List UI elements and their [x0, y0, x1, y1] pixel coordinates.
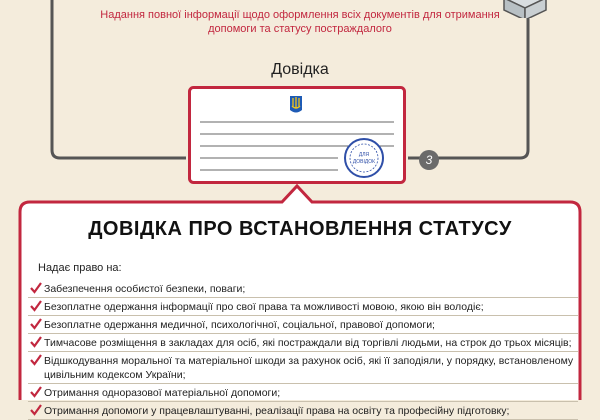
checkmark-icon — [30, 336, 42, 348]
intro-line-2: допомоги та статусу постраждалого — [208, 23, 392, 35]
checkmark-icon — [30, 282, 42, 294]
checkmark-icon — [30, 300, 42, 312]
list-item — [28, 384, 578, 402]
right-text: Безоплатне одержання інформації про свої права та можливості мовою, якою він володіє; — [44, 301, 484, 313]
rights-list — [28, 280, 578, 420]
list-item — [28, 316, 578, 334]
right-text: Відшкодування моральної та матеріальної шкоди за рахунок осіб, які її заподіяли, у порядку, встановленому — [44, 355, 574, 367]
right-text: Отримання допомоги у працевлаштуванні, реалізації права на освіту та професійну підготовку; — [44, 405, 510, 417]
right-text: Отримання одноразової матеріальної допомоги; — [44, 387, 281, 399]
list-item — [28, 352, 578, 384]
step-number-badge: 3 — [419, 150, 439, 170]
checkmark-icon — [30, 354, 42, 366]
stamp-text-2: ДОВІДОК — [352, 159, 376, 165]
checkmark-icon — [30, 318, 42, 330]
panel-title: ДОВІДКА ПРО ВСТАНОВЛЕННЯ СТАТУСУ — [88, 218, 512, 240]
right-text: Тимчасове розміщення в закладах для осіб, які постраждали від торгівлі людьми, на строк до трьох місяців; — [44, 337, 572, 349]
document-label: Довідка — [271, 61, 329, 78]
stamp-text-1: ДЛЯ — [358, 152, 370, 158]
list-item — [28, 402, 578, 420]
list-item — [28, 334, 578, 352]
list-item — [28, 280, 578, 298]
checkmark-icon — [30, 386, 42, 398]
checkmark-icon — [30, 404, 42, 416]
right-text-continued: цивільним кодексом України; — [44, 369, 186, 381]
rights-lead-text: Надає право на: — [38, 262, 122, 274]
intro-line-1: Надання повної інформації щодо оформлення всіх документів для отримання — [100, 9, 500, 21]
right-text: Безоплатне одержання медичної, психологічної, соціальної, правової допомоги; — [44, 319, 435, 331]
right-text: Забезпечення особистої безпеки, поваги; — [44, 283, 246, 295]
list-item — [28, 298, 578, 316]
